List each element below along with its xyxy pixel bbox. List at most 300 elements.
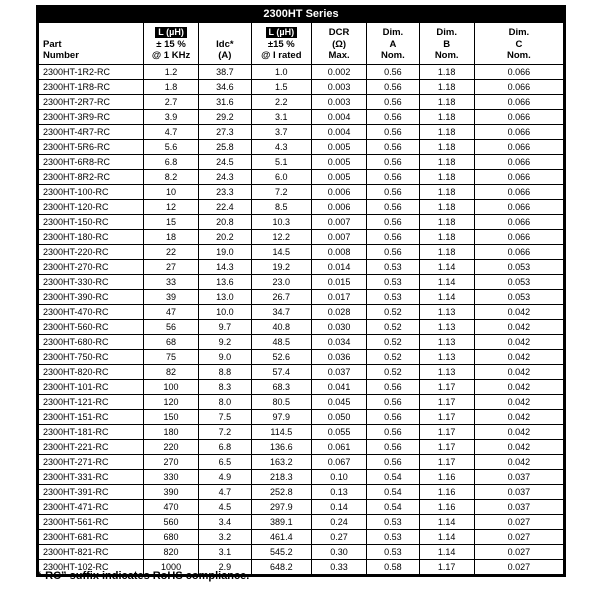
cell-dim-b: 1.17 — [419, 379, 474, 394]
cell-part-number: 2300HT-121-RC — [39, 394, 144, 409]
cell-dcr-max: 0.33 — [312, 559, 367, 574]
cell-l-1khz: 3.9 — [144, 109, 199, 124]
cell-dim-c: 0.037 — [474, 469, 563, 484]
cell-l-1khz: 330 — [144, 469, 199, 484]
cell-l-rated: 10.3 — [251, 214, 311, 229]
cell-part-number: 2300HT-180-RC — [39, 229, 144, 244]
cell-l-rated: 2.2 — [251, 94, 311, 109]
cell-l-rated: 8.5 — [251, 199, 311, 214]
cell-l-1khz: 6.8 — [144, 154, 199, 169]
table-body — [39, 64, 564, 574]
cell-idc: 4.5 — [199, 499, 252, 514]
cell-part-number: 2300HT-390-RC — [39, 289, 144, 304]
cell-l-rated: 5.1 — [251, 154, 311, 169]
cell-l-1khz: 470 — [144, 499, 199, 514]
cell-l-rated: 34.7 — [251, 304, 311, 319]
cell-part-number: 2300HT-470-RC — [39, 304, 144, 319]
cell-l-1khz: 39 — [144, 289, 199, 304]
cell-l-rated: 97.9 — [251, 409, 311, 424]
cell-l-1khz: 100 — [144, 379, 199, 394]
cell-l-rated: 68.3 — [251, 379, 311, 394]
cell-dim-b: 1.13 — [419, 319, 474, 334]
cell-l-rated: 389.1 — [251, 514, 311, 529]
table-row — [39, 529, 564, 544]
cell-idc: 34.6 — [199, 79, 252, 94]
series-title: 2300HT Series — [38, 7, 564, 22]
cell-dim-c: 0.066 — [474, 184, 563, 199]
cell-dim-b: 1.16 — [419, 484, 474, 499]
cell-l-1khz: 22 — [144, 244, 199, 259]
header-idc-label: Idc* — [216, 38, 234, 50]
cell-l-1khz: 68 — [144, 334, 199, 349]
l-uh-badge-1khz: L (µH) — [155, 27, 187, 38]
cell-dcr-max: 0.10 — [312, 469, 367, 484]
cell-dim-a: 0.56 — [367, 244, 420, 259]
cell-part-number: 2300HT-5R6-RC — [39, 139, 144, 154]
col-header-dim-a — [367, 23, 420, 65]
l-uh-badge-rated: L (µH) — [266, 27, 298, 38]
cell-dcr-max: 0.007 — [312, 214, 367, 229]
cell-l-1khz: 5.6 — [144, 139, 199, 154]
cell-l-rated: 40.8 — [251, 319, 311, 334]
header-dcr-label: DCR — [328, 27, 350, 38]
cell-dcr-max: 0.005 — [312, 154, 367, 169]
cell-part-number: 2300HT-101-RC — [39, 379, 144, 394]
cell-dim-b: 1.14 — [419, 274, 474, 289]
cell-dim-b: 1.17 — [419, 559, 474, 574]
cell-dim-a: 0.53 — [367, 274, 420, 289]
cell-part-number: 2300HT-4R7-RC — [39, 124, 144, 139]
cell-dim-b: 1.13 — [419, 304, 474, 319]
cell-dcr-max: 0.003 — [312, 79, 367, 94]
cell-idc: 20.8 — [199, 214, 252, 229]
cell-dcr-max: 0.050 — [312, 409, 367, 424]
table-row — [39, 64, 564, 79]
table-row — [39, 304, 564, 319]
table-row — [39, 79, 564, 94]
cell-idc: 27.3 — [199, 124, 252, 139]
cell-l-rated: 648.2 — [251, 559, 311, 574]
cell-idc: 7.2 — [199, 424, 252, 439]
cell-part-number: 2300HT-3R9-RC — [39, 109, 144, 124]
table-row — [39, 184, 564, 199]
cell-part-number: 2300HT-1R2-RC — [39, 64, 144, 79]
table-row — [39, 319, 564, 334]
cell-part-number: 2300HT-150-RC — [39, 214, 144, 229]
table-row — [39, 514, 564, 529]
cell-l-1khz: 27 — [144, 259, 199, 274]
cell-l-1khz: 56 — [144, 319, 199, 334]
cell-dcr-max: 0.005 — [312, 169, 367, 184]
header-dcr-unit: (Ω) — [332, 38, 347, 50]
cell-idc: 10.0 — [199, 304, 252, 319]
cell-dcr-max: 0.007 — [312, 229, 367, 244]
cell-dim-c: 0.066 — [474, 229, 563, 244]
header-lrated-condition: @ I rated — [261, 50, 302, 61]
cell-dcr-max: 0.017 — [312, 289, 367, 304]
cell-idc: 31.6 — [199, 94, 252, 109]
header-dcr-max: Max. — [328, 50, 350, 61]
cell-dcr-max: 0.30 — [312, 544, 367, 559]
cell-dcr-max: 0.036 — [312, 349, 367, 364]
cell-l-1khz: 390 — [144, 484, 199, 499]
cell-dim-a: 0.52 — [367, 319, 420, 334]
cell-dim-b: 1.18 — [419, 139, 474, 154]
cell-dim-b: 1.18 — [419, 124, 474, 139]
cell-l-rated: 297.9 — [251, 499, 311, 514]
table-row — [39, 379, 564, 394]
cell-dim-a: 0.56 — [367, 199, 420, 214]
cell-dim-a: 0.52 — [367, 364, 420, 379]
cell-dim-b: 1.18 — [419, 229, 474, 244]
table-row — [39, 109, 564, 124]
cell-dim-b: 1.18 — [419, 64, 474, 79]
cell-dcr-max: 0.006 — [312, 184, 367, 199]
cell-l-1khz: 4.7 — [144, 124, 199, 139]
cell-dim-c: 0.053 — [474, 289, 563, 304]
cell-dim-c: 0.066 — [474, 139, 563, 154]
cell-dim-b: 1.18 — [419, 154, 474, 169]
cell-dim-a: 0.54 — [367, 499, 420, 514]
cell-idc: 20.2 — [199, 229, 252, 244]
cell-l-1khz: 120 — [144, 394, 199, 409]
cell-dim-a: 0.56 — [367, 439, 420, 454]
header-row — [39, 23, 564, 65]
cell-dim-c: 0.027 — [474, 559, 563, 574]
cell-dim-a: 0.56 — [367, 109, 420, 124]
cell-dcr-max: 0.004 — [312, 109, 367, 124]
cell-dim-a: 0.56 — [367, 124, 420, 139]
cell-dim-c: 0.042 — [474, 409, 563, 424]
cell-dim-c: 0.042 — [474, 364, 563, 379]
cell-dim-a: 0.53 — [367, 529, 420, 544]
cell-l-rated: 461.4 — [251, 529, 311, 544]
cell-part-number: 2300HT-331-RC — [39, 469, 144, 484]
cell-idc: 7.5 — [199, 409, 252, 424]
table-row — [39, 259, 564, 274]
cell-dcr-max: 0.041 — [312, 379, 367, 394]
cell-l-1khz: 1.8 — [144, 79, 199, 94]
cell-l-1khz: 75 — [144, 349, 199, 364]
cell-l-1khz: 2.7 — [144, 94, 199, 109]
cell-l-rated: 136.6 — [251, 439, 311, 454]
cell-dim-a: 0.53 — [367, 544, 420, 559]
cell-l-rated: 19.2 — [251, 259, 311, 274]
cell-dim-b: 1.17 — [419, 424, 474, 439]
cell-idc: 24.3 — [199, 169, 252, 184]
cell-dim-a: 0.56 — [367, 379, 420, 394]
cell-dim-c: 0.042 — [474, 304, 563, 319]
cell-dim-c: 0.066 — [474, 169, 563, 184]
cell-dim-c: 0.042 — [474, 319, 563, 334]
cell-dim-c: 0.027 — [474, 544, 563, 559]
cell-dim-c: 0.066 — [474, 79, 563, 94]
cell-l-1khz: 820 — [144, 544, 199, 559]
table-row — [39, 154, 564, 169]
cell-l-1khz: 680 — [144, 529, 199, 544]
cell-dim-b: 1.18 — [419, 109, 474, 124]
cell-part-number: 2300HT-680-RC — [39, 334, 144, 349]
cell-l-1khz: 270 — [144, 454, 199, 469]
cell-l-rated: 7.2 — [251, 184, 311, 199]
cell-idc: 29.2 — [199, 109, 252, 124]
cell-dim-a: 0.54 — [367, 469, 420, 484]
cell-dim-a: 0.56 — [367, 409, 420, 424]
cell-dim-b: 1.14 — [419, 259, 474, 274]
table-row — [39, 94, 564, 109]
cell-l-rated: 48.5 — [251, 334, 311, 349]
cell-dcr-max: 0.008 — [312, 244, 367, 259]
cell-l-1khz: 220 — [144, 439, 199, 454]
cell-dim-b: 1.13 — [419, 349, 474, 364]
cell-dim-b: 1.18 — [419, 244, 474, 259]
cell-idc: 9.7 — [199, 319, 252, 334]
cell-dim-b: 1.17 — [419, 454, 474, 469]
cell-l-rated: 6.0 — [251, 169, 311, 184]
col-header-part-number — [39, 23, 144, 65]
cell-l-rated: 57.4 — [251, 364, 311, 379]
cell-dim-a: 0.56 — [367, 394, 420, 409]
cell-l-rated: 163.2 — [251, 454, 311, 469]
cell-dim-a: 0.56 — [367, 169, 420, 184]
cell-idc: 2.9 — [199, 559, 252, 574]
cell-dcr-max: 0.004 — [312, 124, 367, 139]
col-header-dim-b — [419, 23, 474, 65]
cell-l-1khz: 47 — [144, 304, 199, 319]
table-row — [39, 349, 564, 364]
cell-idc: 25.8 — [199, 139, 252, 154]
cell-l-1khz: 12 — [144, 199, 199, 214]
cell-dim-a: 0.56 — [367, 184, 420, 199]
cell-idc: 19.0 — [199, 244, 252, 259]
cell-dim-c: 0.042 — [474, 334, 563, 349]
header-part-line2: Number — [43, 50, 79, 61]
header-dima-letter: A — [389, 38, 397, 50]
cell-dim-a: 0.56 — [367, 424, 420, 439]
table-row — [39, 274, 564, 289]
cell-dim-c: 0.053 — [474, 274, 563, 289]
cell-part-number: 2300HT-100-RC — [39, 184, 144, 199]
cell-dcr-max: 0.045 — [312, 394, 367, 409]
table-row — [39, 409, 564, 424]
cell-dim-b: 1.16 — [419, 499, 474, 514]
cell-l-rated: 12.2 — [251, 229, 311, 244]
cell-l-1khz: 150 — [144, 409, 199, 424]
cell-idc: 38.7 — [199, 64, 252, 79]
cell-dim-a: 0.53 — [367, 514, 420, 529]
spec-table — [38, 22, 564, 575]
cell-idc: 3.4 — [199, 514, 252, 529]
cell-dcr-max: 0.003 — [312, 94, 367, 109]
cell-l-rated: 14.5 — [251, 244, 311, 259]
cell-dim-a: 0.56 — [367, 454, 420, 469]
cell-dim-c: 0.042 — [474, 349, 563, 364]
cell-idc: 13.6 — [199, 274, 252, 289]
table-row — [39, 394, 564, 409]
header-idc-unit: (A) — [218, 50, 232, 61]
cell-dim-c: 0.042 — [474, 439, 563, 454]
cell-dim-c: 0.042 — [474, 424, 563, 439]
col-header-l-rated — [251, 23, 311, 65]
header-dimc-nom: Nom. — [507, 50, 531, 61]
cell-dim-a: 0.56 — [367, 229, 420, 244]
spec-table-container — [36, 5, 566, 577]
header-dimc-letter: C — [515, 38, 523, 50]
cell-dim-b: 1.17 — [419, 394, 474, 409]
table-row — [39, 454, 564, 469]
cell-l-rated: 52.6 — [251, 349, 311, 364]
header-dima-label: Dim. — [382, 27, 404, 38]
cell-l-1khz: 33 — [144, 274, 199, 289]
cell-part-number: 2300HT-221-RC — [39, 439, 144, 454]
table-row — [39, 124, 564, 139]
cell-dim-b: 1.16 — [419, 469, 474, 484]
cell-dcr-max: 0.030 — [312, 319, 367, 334]
cell-dcr-max: 0.034 — [312, 334, 367, 349]
cell-dcr-max: 0.24 — [312, 514, 367, 529]
cell-dim-a: 0.54 — [367, 484, 420, 499]
table-row — [39, 334, 564, 349]
cell-part-number: 2300HT-561-RC — [39, 514, 144, 529]
header-part-line1: Part — [43, 38, 62, 50]
table-row — [39, 214, 564, 229]
cell-idc: 6.5 — [199, 454, 252, 469]
table-row — [39, 424, 564, 439]
cell-dim-b: 1.14 — [419, 544, 474, 559]
table-row — [39, 364, 564, 379]
cell-idc: 9.2 — [199, 334, 252, 349]
cell-idc: 4.7 — [199, 484, 252, 499]
cell-idc: 22.4 — [199, 199, 252, 214]
cell-dim-b: 1.18 — [419, 214, 474, 229]
cell-part-number: 2300HT-270-RC — [39, 259, 144, 274]
cell-l-rated: 23.0 — [251, 274, 311, 289]
cell-part-number: 2300HT-820-RC — [39, 364, 144, 379]
col-header-idc — [199, 23, 252, 65]
cell-dim-c: 0.042 — [474, 394, 563, 409]
cell-l-1khz: 1.2 — [144, 64, 199, 79]
table-row — [39, 139, 564, 154]
cell-dcr-max: 0.27 — [312, 529, 367, 544]
cell-l-rated: 26.7 — [251, 289, 311, 304]
cell-dim-c: 0.066 — [474, 199, 563, 214]
cell-idc: 23.3 — [199, 184, 252, 199]
cell-part-number: 2300HT-102-RC — [39, 559, 144, 574]
header-lrated-tolerance: ±15 % — [267, 38, 295, 50]
cell-dim-c: 0.037 — [474, 499, 563, 514]
cell-dim-a: 0.58 — [367, 559, 420, 574]
cell-dcr-max: 0.002 — [312, 64, 367, 79]
cell-idc: 8.3 — [199, 379, 252, 394]
col-header-l-1khz — [144, 23, 199, 65]
cell-l-1khz: 180 — [144, 424, 199, 439]
cell-dim-b: 1.17 — [419, 439, 474, 454]
cell-l-1khz: 1000 — [144, 559, 199, 574]
cell-l-rated: 1.0 — [251, 64, 311, 79]
cell-part-number: 2300HT-750-RC — [39, 349, 144, 364]
cell-dim-b: 1.14 — [419, 529, 474, 544]
cell-dim-c: 0.066 — [474, 94, 563, 109]
cell-idc: 8.8 — [199, 364, 252, 379]
cell-dim-b: 1.18 — [419, 184, 474, 199]
cell-dim-b: 1.14 — [419, 514, 474, 529]
cell-dim-a: 0.56 — [367, 214, 420, 229]
header-dimb-nom: Nom. — [434, 50, 459, 61]
rohs-footnote: “-RC” suffix indicates RoHS compliance. — [36, 570, 250, 582]
table-row — [39, 199, 564, 214]
cell-part-number: 2300HT-120-RC — [39, 199, 144, 214]
cell-dim-c: 0.066 — [474, 244, 563, 259]
cell-dim-a: 0.56 — [367, 139, 420, 154]
cell-dim-c: 0.066 — [474, 109, 563, 124]
cell-dim-b: 1.13 — [419, 364, 474, 379]
cell-dcr-max: 0.14 — [312, 499, 367, 514]
cell-l-rated: 1.5 — [251, 79, 311, 94]
cell-idc: 9.0 — [199, 349, 252, 364]
cell-dim-b: 1.18 — [419, 94, 474, 109]
cell-dim-b: 1.18 — [419, 169, 474, 184]
cell-l-1khz: 8.2 — [144, 169, 199, 184]
cell-l-rated: 80.5 — [251, 394, 311, 409]
col-header-dim-c — [474, 23, 563, 65]
cell-part-number: 2300HT-2R7-RC — [39, 94, 144, 109]
col-header-dcr — [312, 23, 367, 65]
cell-dim-a: 0.52 — [367, 304, 420, 319]
header-dima-nom: Nom. — [381, 50, 405, 61]
cell-part-number: 2300HT-681-RC — [39, 529, 144, 544]
table-row — [39, 229, 564, 244]
cell-dim-b: 1.18 — [419, 79, 474, 94]
table-row — [39, 244, 564, 259]
table-row — [39, 499, 564, 514]
cell-idc: 4.9 — [199, 469, 252, 484]
cell-l-1khz: 15 — [144, 214, 199, 229]
table-row — [39, 484, 564, 499]
cell-dim-b: 1.17 — [419, 409, 474, 424]
cell-dim-c: 0.066 — [474, 214, 563, 229]
cell-dcr-max: 0.015 — [312, 274, 367, 289]
cell-dim-b: 1.13 — [419, 334, 474, 349]
cell-part-number: 2300HT-1R8-RC — [39, 79, 144, 94]
cell-l-rated: 545.2 — [251, 544, 311, 559]
cell-dim-a: 0.56 — [367, 79, 420, 94]
cell-part-number: 2300HT-560-RC — [39, 319, 144, 334]
cell-part-number: 2300HT-181-RC — [39, 424, 144, 439]
cell-idc: 3.2 — [199, 529, 252, 544]
cell-dim-c: 0.027 — [474, 529, 563, 544]
cell-part-number: 2300HT-6R8-RC — [39, 154, 144, 169]
cell-l-rated: 252.8 — [251, 484, 311, 499]
cell-l-1khz: 82 — [144, 364, 199, 379]
cell-idc: 8.0 — [199, 394, 252, 409]
cell-dim-c: 0.042 — [474, 454, 563, 469]
cell-dcr-max: 0.13 — [312, 484, 367, 499]
cell-dim-a: 0.53 — [367, 289, 420, 304]
cell-dim-c: 0.066 — [474, 154, 563, 169]
cell-l-rated: 114.5 — [251, 424, 311, 439]
cell-l-rated: 3.1 — [251, 109, 311, 124]
cell-dim-a: 0.52 — [367, 349, 420, 364]
table-row — [39, 469, 564, 484]
cell-dim-a: 0.56 — [367, 154, 420, 169]
cell-dim-a: 0.56 — [367, 64, 420, 79]
cell-part-number: 2300HT-151-RC — [39, 409, 144, 424]
cell-dim-a: 0.53 — [367, 259, 420, 274]
table-row — [39, 169, 564, 184]
cell-dcr-max: 0.005 — [312, 139, 367, 154]
cell-dim-c: 0.066 — [474, 64, 563, 79]
cell-dcr-max: 0.067 — [312, 454, 367, 469]
